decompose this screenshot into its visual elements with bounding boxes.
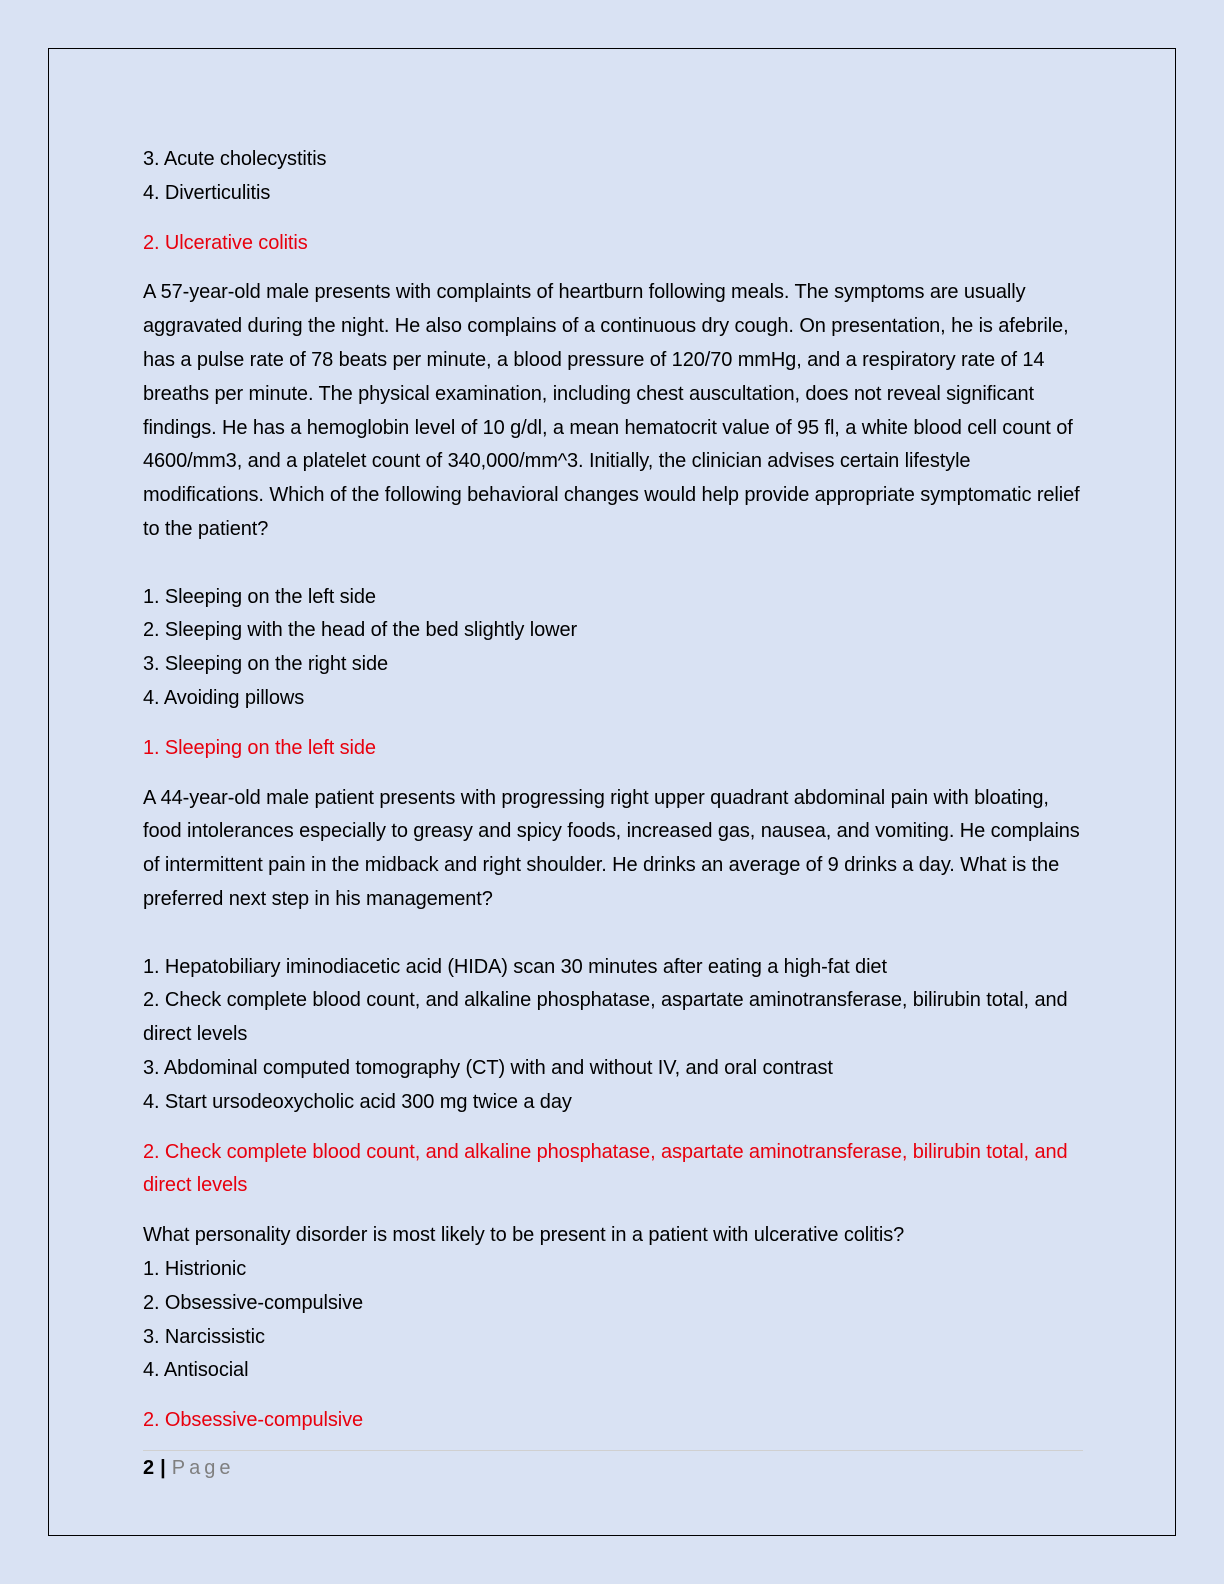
option: 4. Diverticulitis (143, 181, 271, 204)
question: A 57-year-old male presents with complaints of heartburn following meals. The symptoms are usually aggravated during the night. He also complains of a continuous dry cough. On presentation, he is afebrile, has a pulse rate of 78 beats per minute, a blood pressure of 120/70 mmHg, and a respiratory rate of 14 breaths per minute. The physical examination, including chest auscultation, does not reveal significant findings. He has a hemoglobin level of 10 g/dl, a mean hematocrit value of 95 fl, a white blood cell count of 4600/mm3, and a platelet count of 340,000/mm^3. Initially, the clinician advises certain lifestyle modifications. Which of the following behavioral changes would help provide appropriate symptomatic relief to the patient? (143, 281, 1080, 540)
option: 4. Avoiding pillows (143, 686, 305, 709)
page-footer (143, 1454, 234, 1482)
option: 1. Histrionic (143, 1257, 247, 1280)
option: 2. Obsessive-compulsive (143, 1291, 364, 1314)
page-number: 2 (143, 1457, 155, 1479)
answer: 2. Ulcerative colitis (143, 231, 308, 254)
option: 3. Narcissistic (143, 1325, 265, 1348)
option: 3. Abdominal computed tomography (CT) with and without IV, and oral contrast (143, 1056, 833, 1079)
footer-separator: | (160, 1457, 166, 1479)
option: 4. Antisocial (143, 1359, 249, 1382)
page-content (143, 143, 1083, 1438)
option: 1. Sleeping on the left side (143, 585, 376, 608)
option: 4. Start ursodeoxycholic acid 300 mg twice a day (143, 1090, 572, 1113)
option: 3. Acute cholecystitis (143, 148, 327, 170)
answer: 1. Sleeping on the left side (143, 736, 376, 759)
option: 3. Sleeping on the right side (143, 653, 389, 676)
answer: 2. Obsessive-compulsive (143, 1409, 364, 1432)
answer: 2. Check complete blood count, and alkaline phosphatase, aspartate aminotransferase, bilirubin total, and direct levels (143, 1140, 1068, 1197)
option: 2. Check complete blood count, and alkaline phosphatase, aspartate aminotransferase, bilirubin total, and direct levels (143, 989, 1068, 1046)
question: What personality disorder is most likely to be present in a patient with ulcerative colitis? (143, 1224, 905, 1247)
page-label: Page (171, 1457, 235, 1479)
option: 1. Hepatobiliary iminodiacetic acid (HIDA) scan 30 minutes after eating a high-fat diet (143, 955, 887, 978)
option: 2. Sleeping with the head of the bed slightly lower (143, 619, 578, 642)
footer-divider (143, 1450, 1083, 1451)
question: A 44-year-old male patient presents with progressing right upper quadrant abdominal pain with bloating, food intolerances especially to greasy and spicy foods, increased gas, nausea, and vomiting. He complains of intermittent pain in the midback and right shoulder. He drinks an average of 9 drinks a day. What is the preferred next step in his management? (143, 786, 1080, 910)
